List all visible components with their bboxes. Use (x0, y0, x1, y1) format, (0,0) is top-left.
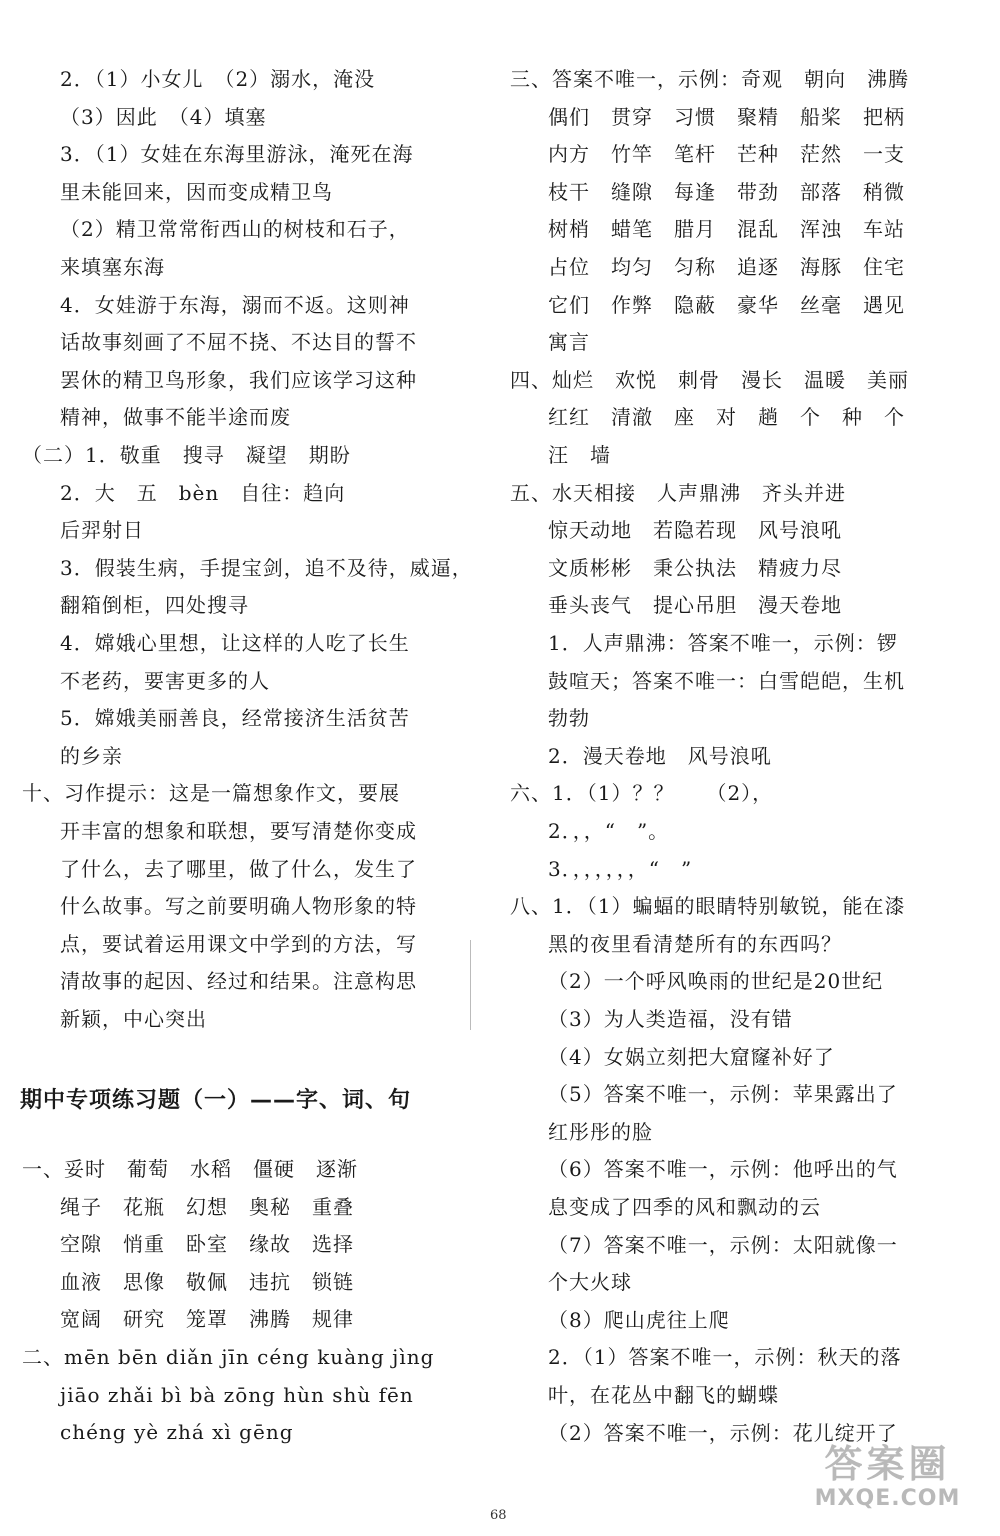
text-line: （4）女娲立刻把大窟窿补好了 (548, 1044, 835, 1069)
text-line: 罢休的精卫鸟形象，我们应该学习这种 (60, 367, 417, 392)
text-line: 十、习作提示：这是一篇想象作文，要展 (22, 781, 400, 806)
text-line: 5．嫦娥美丽善良，经常接济生活贫苦 (60, 706, 410, 731)
text-line: 来填塞东海 (60, 255, 165, 279)
text-line: 叶，在花丛中翻飞的蝴蝶 (548, 1383, 779, 1407)
text-line: 八、1．（1）蝙蝠的眼睛特别敏锐，能在漆 (510, 894, 906, 919)
text-line: 3．（1）女娃在东海里游泳，淹死在海 (60, 142, 414, 167)
watermark (795, 1442, 980, 1522)
text-line: 血液 思像 敬佩 违抗 锁链 (60, 1269, 354, 1294)
watermark-url: MXQE.COM (814, 1486, 961, 1511)
page-number: 68 (490, 1508, 507, 1523)
text-line: （7）答案不唯一，示例：太阳就像一 (548, 1232, 898, 1257)
text-line: 2．（1）小女儿 （2）溺水，淹没 (60, 67, 376, 91)
text-line: 文质彬彬 秉公执法 精疲力尽 (548, 555, 842, 580)
text-line: 2．，，“ ”。 (548, 819, 670, 843)
text-line: 枝干 缝隙 每逢 带劲 部落 稍微 (548, 179, 905, 204)
text-line: 一、妥时 葡萄 水稻 僵硬 逐渐 (22, 1157, 358, 1181)
text-line: 不老药，要害更多的人 (60, 668, 270, 693)
text-line: 汪 墙 (548, 443, 611, 467)
text-line: 什么故事。写之前要明确人物形象的特 (60, 894, 417, 919)
section-title: 期中专项练习题（一）——字、词、句 (20, 1088, 412, 1113)
text-line: 的乡亲 (60, 743, 123, 768)
text-line: （3）因此 （4）填塞 (60, 104, 267, 129)
text-line: 它们 作弊 隐蔽 豪华 丝毫 遇见 (548, 292, 905, 317)
text-line: （8）爬山虎往上爬 (548, 1307, 730, 1332)
text-line: 2．（1）答案不唯一，示例：秋天的落 (548, 1345, 902, 1370)
text-line: 个大火球 (548, 1270, 632, 1295)
text-line: 树梢 蜡笔 腊月 混乱 浑浊 车站 (548, 217, 905, 242)
text-line: 后羿射日 (60, 518, 144, 543)
column-divider (470, 940, 471, 1030)
text-line: （6）答案不唯一，示例：他呼出的气 (548, 1157, 898, 1182)
text-line: jiāo zhǎi bì bà zōng hùn shù fēn (60, 1382, 414, 1407)
text-line: 3．，，，，，，“ ” (548, 856, 693, 881)
text-line: 翻箱倒柜，四处搜寻 (60, 593, 249, 618)
text-line: 内方 竹竿 笔杆 芒种 茫然 一支 (548, 142, 905, 167)
text-line: 话故事刻画了不屈不挠、不达目的誓不 (60, 330, 417, 355)
text-line: 勃勃 (548, 706, 590, 731)
text-line: 开丰富的想象和联想，要写清楚你变成 (60, 819, 417, 843)
text-line: 了什么，去了哪里，做了什么，发生了 (60, 856, 417, 881)
text-line: 宽阔 研究 笼罩 沸腾 规律 (60, 1307, 354, 1332)
text-line: 1．人声鼎沸：答案不唯一，示例：锣 (548, 631, 898, 655)
text-line: 绳子 花瓶 幻想 奥秘 重叠 (60, 1194, 354, 1219)
text-line: 六、1．（1）？？ （2）， (510, 781, 774, 806)
text-line: 息变成了四季的风和飘动的云 (548, 1195, 821, 1219)
text-line: 新颖，中心突出 (60, 1007, 207, 1031)
text-line: 五、水天相接 人声鼎沸 齐头并进 (510, 480, 846, 505)
text-line: 四、灿烂 欢悦 刺骨 漫长 温暖 美丽 (510, 367, 909, 392)
text-line: 清故事的起因、经过和结果。注意构思 (60, 969, 417, 994)
text-line: 红彤彤的脸 (548, 1119, 653, 1144)
text-line: 2．漫天卷地 风号浪吼 (548, 743, 772, 768)
text-line: （二）1．敬重 搜寻 凝望 期盼 (22, 443, 351, 467)
text-line: 偶们 贯穿 习惯 聚精 船桨 把柄 (548, 104, 905, 129)
text-line: 里未能回来，因而变成精卫鸟 (60, 179, 333, 204)
text-line: 精神，做事不能半途而废 (60, 405, 291, 430)
text-line: 3．假装生病，手提宝剑，追不及待，威逼， (60, 555, 473, 580)
text-line: （2）答案不唯一，示例：花儿绽开了 (548, 1420, 898, 1445)
text-line: chéng yè zhá xì gēng (60, 1420, 294, 1445)
text-line: 三、答案不唯一，示例：奇观 朝向 沸腾 (510, 67, 909, 91)
text-line: 4．嫦娥心里想，让这样的人吃了长生 (60, 631, 410, 655)
text-line: 寓言 (548, 330, 590, 355)
text-line: 占位 均匀 匀称 追逐 海豚 住宅 (548, 255, 905, 279)
text-line: 2．大 五 bèn 自往：趋向 (60, 480, 346, 505)
text-line: 红红 清澈 座 对 趟 个 种 个 (548, 405, 905, 430)
text-line: 点，要试着运用课文中学到的方法，写 (60, 931, 417, 956)
text-line: 垂头丧气 提心吊胆 漫天卷地 (548, 593, 842, 618)
text-line: 鼓喧天；答案不唯一：白雪皑皑，生机 (548, 668, 905, 693)
text-line: 黑的夜里看清楚所有的东西吗？ (548, 931, 842, 956)
text-line: 二、mēn bēn diǎn jīn céng kuàng jìng (22, 1345, 435, 1369)
text-line: （2）一个呼风唤雨的世纪是20世纪 (548, 969, 884, 994)
text-line: 惊天动地 若隐若现 风号浪吼 (548, 518, 842, 543)
text-line: （2）精卫常常衔西山的树枝和石子， (60, 217, 410, 242)
text-line: 4．女娃游于东海，溺而不返。这则神 (60, 292, 410, 317)
watermark-logo: 答案圈 (824, 1442, 951, 1486)
text-line: 空隙 悄重 卧室 缘故 选择 (60, 1232, 354, 1257)
text-line: （5）答案不唯一，示例：苹果露出了 (548, 1082, 898, 1107)
text-line: （3）为人类造福，没有错 (548, 1007, 793, 1031)
